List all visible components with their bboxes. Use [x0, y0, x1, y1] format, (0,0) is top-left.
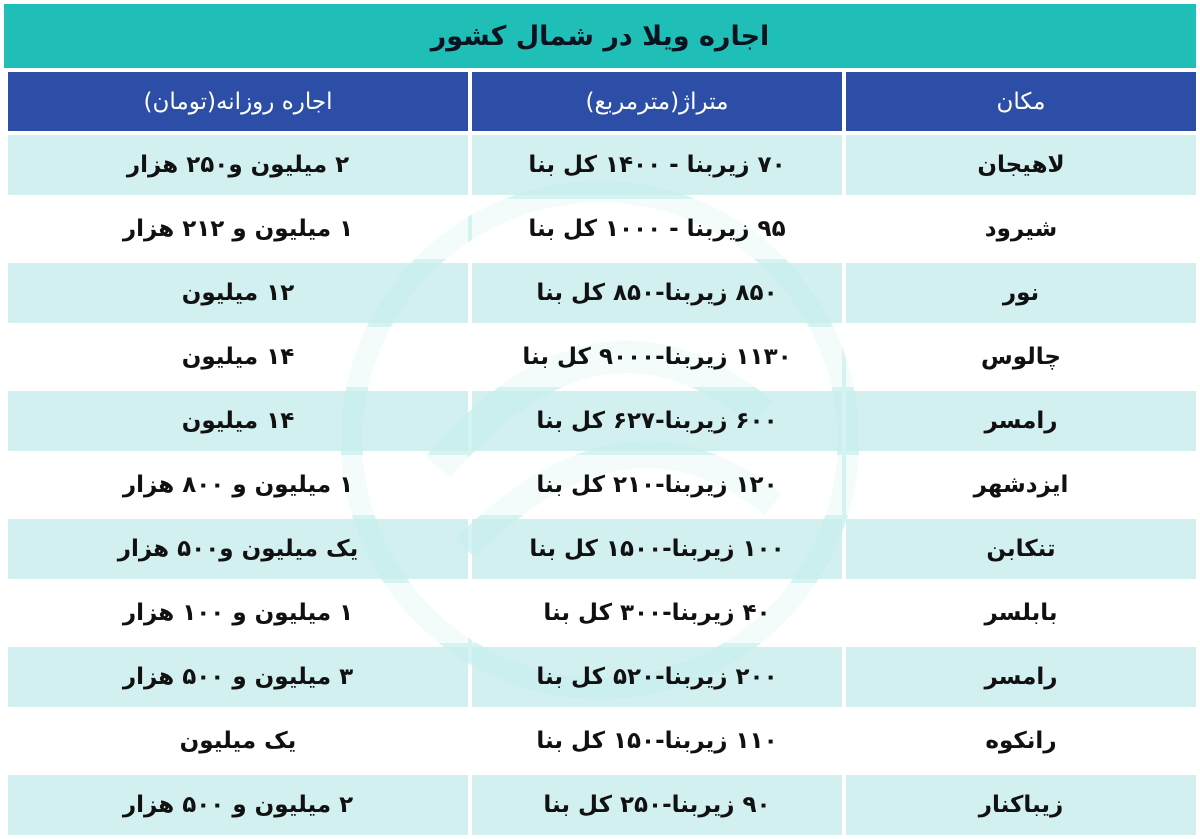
table-title: اجاره ویلا در شمال کشور [4, 4, 1196, 68]
cell-daily-rent: ۲ میلیون و۲۵۰ هزار [8, 135, 468, 195]
cell-location: تنکابن [846, 519, 1196, 579]
cell-area: ۱۲۰ زیربنا-۲۱۰ کل بنا [472, 455, 842, 515]
cell-area: ۱۱۳۰ زیربنا-۹۰۰۰ کل بنا [472, 327, 842, 387]
table-row [8, 455, 1196, 515]
villa-rent-table [4, 68, 1200, 839]
cell-location: چالوس [846, 327, 1196, 387]
table-row [8, 519, 1196, 579]
header-area: متراژ(مترمربع) [472, 72, 842, 131]
cell-area: ۴۰ زیربنا-۳۰۰ کل بنا [472, 583, 842, 643]
cell-daily-rent: یک میلیون [8, 711, 468, 771]
cell-location: رامسر [846, 647, 1196, 707]
cell-area: ۷۰ زیربنا - ۱۴۰۰ کل بنا [472, 135, 842, 195]
cell-location: لاهیجان [846, 135, 1196, 195]
cell-location: زیباکنار [846, 775, 1196, 835]
table-row [8, 391, 1196, 451]
table-row [8, 647, 1196, 707]
table-row [8, 135, 1196, 195]
table-row [8, 583, 1196, 643]
cell-area: ۲۰۰ زیربنا-۵۲۰ کل بنا [472, 647, 842, 707]
cell-daily-rent: یک میلیون و۵۰۰ هزار [8, 519, 468, 579]
header-location: مکان [846, 72, 1196, 131]
cell-area: ۱۰۰ زیربنا-۱۵۰۰ کل بنا [472, 519, 842, 579]
cell-daily-rent: ۱۴ میلیون [8, 327, 468, 387]
table-row [8, 327, 1196, 387]
table-row [8, 263, 1196, 323]
cell-area: ۹۵ زیربنا - ۱۰۰۰ کل بنا [472, 199, 842, 259]
cell-daily-rent: ۲ میلیون و ۵۰۰ هزار [8, 775, 468, 835]
cell-location: بابلسر [846, 583, 1196, 643]
cell-location: رانکوه [846, 711, 1196, 771]
table-row [8, 199, 1196, 259]
table-row [8, 711, 1196, 771]
cell-area: ۱۱۰ زیربنا-۱۵۰ کل بنا [472, 711, 842, 771]
cell-daily-rent: ۱ میلیون و ۲۱۲ هزار [8, 199, 468, 259]
cell-daily-rent: ۱۲ میلیون [8, 263, 468, 323]
cell-location: ایزدشهر [846, 455, 1196, 515]
cell-location: نور [846, 263, 1196, 323]
cell-daily-rent: ۱ میلیون و ۸۰۰ هزار [8, 455, 468, 515]
header-row [8, 72, 1196, 131]
cell-daily-rent: ۱۴ میلیون [8, 391, 468, 451]
cell-area: ۹۰ زیربنا-۲۵۰ کل بنا [472, 775, 842, 835]
cell-daily-rent: ۱ میلیون و ۱۰۰ هزار [8, 583, 468, 643]
table-row [8, 775, 1196, 835]
cell-daily-rent: ۳ میلیون و ۵۰۰ هزار [8, 647, 468, 707]
cell-area: ۸۵۰ زیربنا-۸۵۰ کل بنا [472, 263, 842, 323]
cell-location: شیرود [846, 199, 1196, 259]
header-daily-rent: اجاره روزانه(تومان) [8, 72, 468, 131]
cell-location: رامسر [846, 391, 1196, 451]
cell-area: ۶۰۰ زیربنا-۶۲۷ کل بنا [472, 391, 842, 451]
